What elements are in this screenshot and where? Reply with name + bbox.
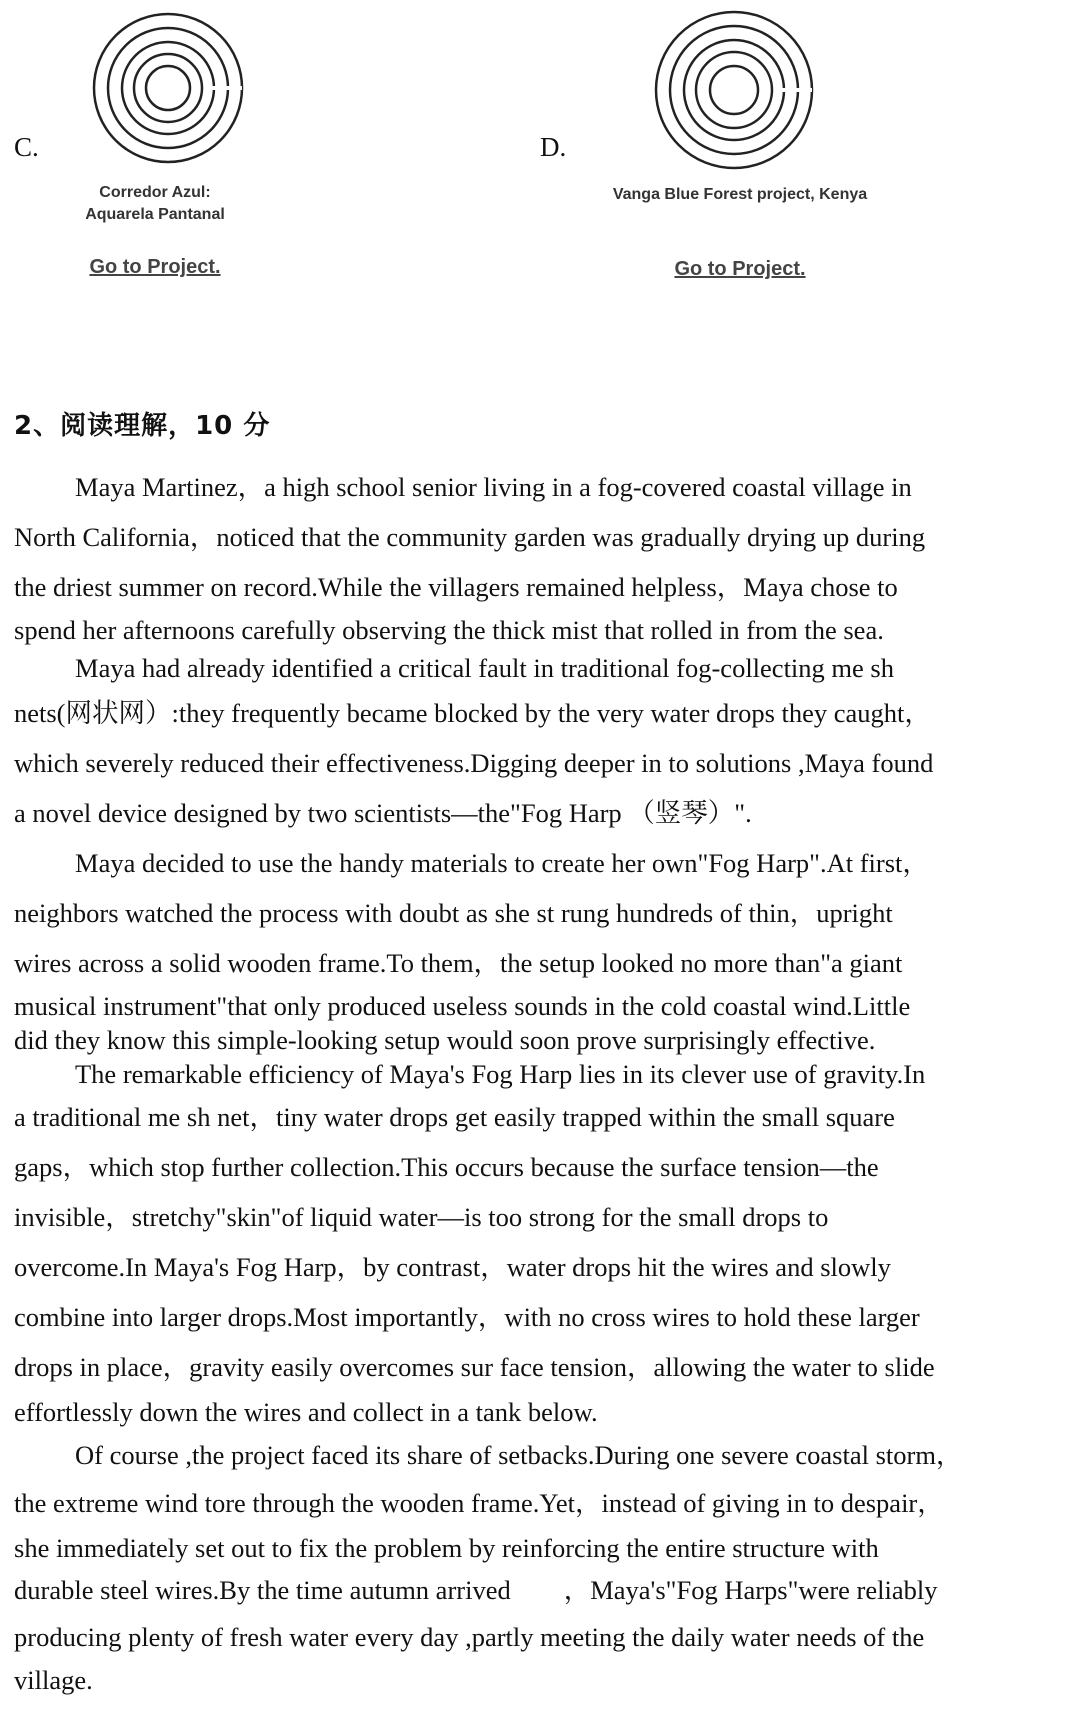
paragraph-line: a traditional me sh net，tiny water drops get easily trapped within the small square <box>14 1102 895 1132</box>
paragraph-line: which severely reduced their effectiveness.Digging deeper in to solutions ,Maya found <box>14 748 934 778</box>
paragraph-line: musical instrument"that only produced useless sounds in the cold coastal wind.Little <box>14 991 911 1021</box>
concentric-circles-logo-icon <box>652 8 816 172</box>
paragraph-line: Of course ,the project faced its share of setbacks.During one severe coastal storm， <box>75 1440 963 1470</box>
paragraph-line: overcome.In Maya's Fog Harp，by contrast，water drops hit the wires and slowly <box>14 1252 891 1282</box>
paragraph-line: spend her afternoons carefully observing the thick mist that rolled in from the sea. <box>14 615 884 645</box>
paragraph-line: Maya Martinez，a high school senior living in a fog-covered coastal village in <box>75 472 912 502</box>
paragraph-1 <box>14 462 1066 648</box>
paragraph-line: Maya had already identified a critical fault in traditional fog-collecting me sh <box>75 653 894 683</box>
paragraph-line: nets(网状网）:they frequently became blocked by the very water drops they caught， <box>14 698 931 728</box>
paragraph-line: neighbors watched the process with doubt as she st rung hundreds of thin，upright <box>14 898 893 928</box>
paragraph-line: effortlessly down the wires and collect in a tank below. <box>14 1397 598 1427</box>
paragraph-3 <box>14 838 1066 1056</box>
paragraph-4 <box>14 1056 1066 1432</box>
option-letter: D. <box>540 132 567 162</box>
paragraph-line: Maya decided to use the handy materials to create her own"Fog Harp".At first， <box>75 848 929 878</box>
paragraph-line: durable steel wires.By the time autumn arrived ，Maya's"Fog Harps"were reliably <box>14 1575 938 1605</box>
paragraph-5 <box>14 1432 1066 1698</box>
go-to-project-link[interactable]: Go to Project. <box>89 256 221 278</box>
option-d <box>540 0 1080 300</box>
paragraph-line: did they know this simple-looking setup would soon prove surprisingly effective. <box>14 1025 876 1055</box>
go-to-project-link[interactable]: Go to Project. <box>674 258 806 280</box>
paragraph-2 <box>14 648 1066 838</box>
paragraph-line: wires across a solid wooden frame.To them，the setup looked no more than"a giant <box>14 948 903 978</box>
paragraph-line: North California，noticed that the community garden was gradually drying up during <box>14 522 926 552</box>
paragraph-line: village. <box>14 1665 93 1695</box>
concentric-circles-logo-icon <box>90 10 246 166</box>
paragraph-line: The remarkable efficiency of Maya's Fog Harp lies in its clever use of gravity.In <box>75 1059 926 1089</box>
paragraph-line: the extreme wind tore through the wooden frame.Yet，instead of giving in to despair， <box>14 1488 944 1518</box>
paragraph-line: combine into larger drops.Most importantly，with no cross wires to hold these larger <box>14 1302 920 1332</box>
paragraph-line: invisible，stretchy"skin"of liquid water—is too strong for the small drops to <box>14 1202 829 1232</box>
paragraph-line: a novel device designed by two scientists—the"Fog Harp （竖琴）". <box>14 798 752 828</box>
reading-passage <box>14 462 1066 1698</box>
project-name: Corredor Azul: Aquarela Pantanal <box>85 184 225 223</box>
paragraph-line: drops in place，gravity easily overcomes sur face tension，allowing the water to slide <box>14 1352 935 1382</box>
section-header: 2、阅读理解，10 分 <box>14 411 271 441</box>
paragraph-line: producing plenty of fresh water every day ,partly meeting the daily water needs of the <box>14 1622 925 1652</box>
option-letter: C. <box>14 132 39 162</box>
paragraph-line: she immediately set out to fix the problem by reinforcing the entire structure with <box>14 1533 879 1563</box>
paragraph-line: the driest summer on record.While the villagers remained helpless，Maya chose to <box>14 572 898 602</box>
project-name: Vanga Blue Forest project, Kenya <box>612 186 868 203</box>
paragraph-line: gaps，which stop further collection.This occurs because the surface tension—the <box>14 1152 879 1182</box>
option-c <box>0 0 480 300</box>
